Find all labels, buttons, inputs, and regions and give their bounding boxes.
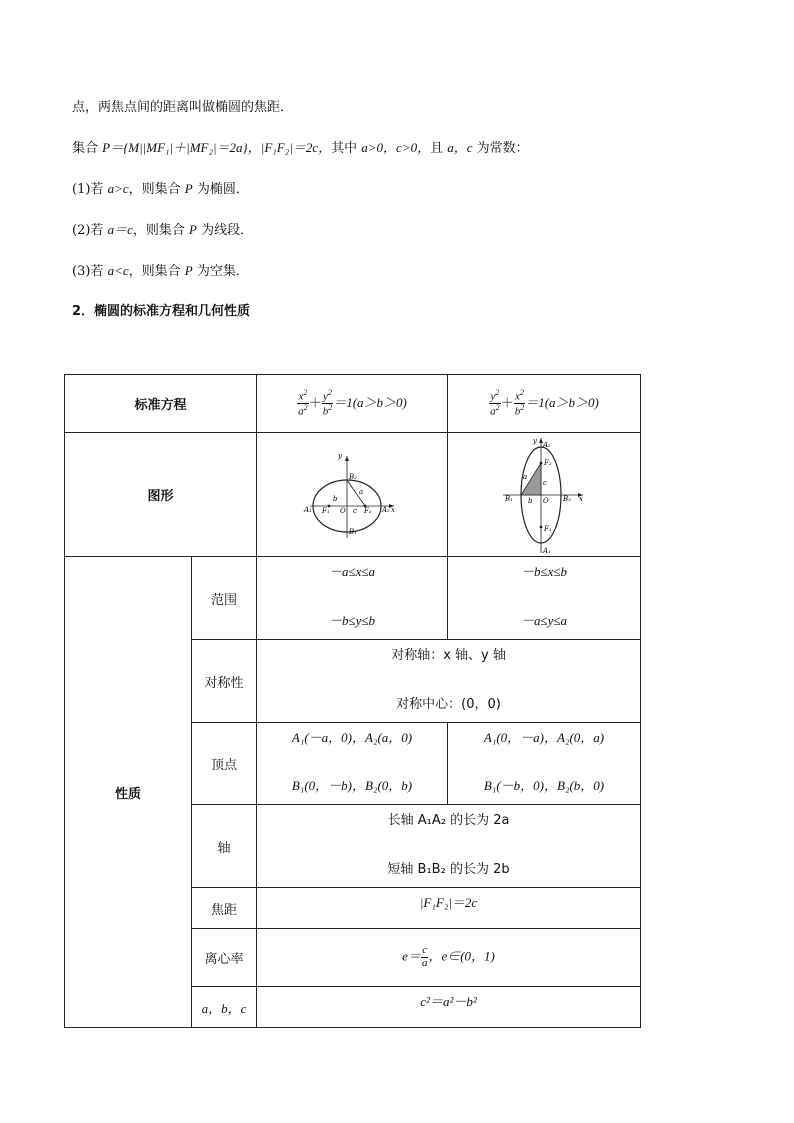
fig-v-label-b: b (528, 496, 533, 505)
case-3: (3)若 a<c，则集合 P 为空集． (72, 263, 249, 279)
fig-h-label-b: b (333, 494, 338, 503)
axis-value: 长轴 A₁A₂ 的长为 2a 短轴 B₁B₂ 的长为 2b (257, 805, 641, 888)
fig-h-label-y: y (338, 451, 342, 460)
fig-v-label-c: c (543, 478, 547, 487)
figure-vertical-cell (448, 433, 641, 557)
vertical-ellipse-figure (499, 435, 589, 555)
fig-v-label-x: x (579, 494, 583, 503)
fig-h-label-f1: F₁ (322, 506, 330, 515)
fig-v-label-f2: F₂ (544, 458, 552, 467)
fig-v-label-a2: A₂ (543, 440, 551, 449)
eccentricity-label: 离心率 (192, 929, 257, 987)
focal-distance-label: 焦距 (192, 888, 257, 929)
symmetry-label: 对称性 (192, 640, 257, 723)
fig-v-label-y: y (533, 436, 537, 445)
fig-h-label-o: O (340, 506, 346, 515)
abc-relation-label: a，b，c (192, 987, 257, 1028)
fig-h-label-a1: A₁ (304, 505, 312, 514)
range-label: 范围 (192, 557, 257, 640)
properties-label: 性质 (65, 557, 192, 1028)
fig-v-label-b2: B₂ (563, 494, 571, 503)
intro-line-2: 集合 P＝{M||MF₁|＋|MF₂|＝2a}，|F₁F₂|＝2c，其中 a>0，c>0，且 a，c 为常数： (72, 140, 529, 156)
figure-horizontal-cell (257, 433, 448, 557)
fig-h-label-x: x (391, 505, 395, 514)
fig-v-label-o: O (543, 496, 549, 505)
row-figure-label: 图形 (65, 433, 257, 557)
header-standard-equation: 标准方程 (65, 375, 257, 433)
vertex-vertical: A₁(0，－a)，A₂(0，a) B₁(－b，0)，B₂(b，0) (448, 723, 641, 805)
horizontal-ellipse-figure (302, 450, 402, 540)
case-2: (2)若 a＝c，则集合 P 为线段． (72, 222, 254, 238)
axis-label: 轴 (192, 805, 257, 888)
eccentricity-value: e＝ $\frac{c}{a}$ ，e∈(0，1) (257, 929, 641, 987)
range-horizontal: －a≤x≤a －b≤y≤b (257, 557, 448, 640)
vertex-label: 顶点 (192, 723, 257, 805)
ellipse-properties-table (64, 374, 641, 1028)
abc-relation-value: c²＝a²－b² (257, 987, 641, 1028)
fig-h-label-b1: B₁ (349, 527, 357, 536)
intro-line-1: 点，两焦点间的距离叫做椭圆的焦距． (72, 100, 294, 115)
range-vertical: －b≤x≤b －a≤y≤a (448, 557, 641, 640)
focal-distance-value: |F₁F₂|＝2c (257, 888, 641, 929)
equation-vertical: $\frac{y^2}{a^2}$ ＋ $\frac{x^2}{b^2}$ ＝1(a＞b＞0) (448, 375, 641, 433)
fig-v-label-a: a (523, 472, 528, 481)
equation-horizontal: $\frac{x^2}{a^2}$ ＋ $\frac{y^2}{b^2}$ ＝1(a＞b＞0) (257, 375, 448, 433)
symmetry-value: 对称轴：x 轴、y 轴 对称中心：(0，0) (257, 640, 641, 723)
vertex-horizontal: A₁(－a，0)，A₂(a，0) B₁(0，－b)，B₂(0，b) (257, 723, 448, 805)
fig-h-label-a: a (359, 487, 364, 496)
case-1: (1)若 a>c，则集合 P 为椭圆． (72, 181, 249, 197)
fig-h-label-b2: B₂ (349, 472, 357, 481)
fig-v-label-f1: F₁ (544, 524, 552, 533)
fig-h-label-f2: F₂ (364, 506, 372, 515)
fig-v-label-a1: A₁ (543, 546, 551, 555)
fig-h-label-c: c (353, 506, 357, 515)
fig-h-label-a2: A₂ (382, 505, 390, 514)
fig-v-label-b1: B₁ (505, 494, 513, 503)
section-heading: 2．椭圆的标准方程和几何性质 (72, 304, 251, 319)
